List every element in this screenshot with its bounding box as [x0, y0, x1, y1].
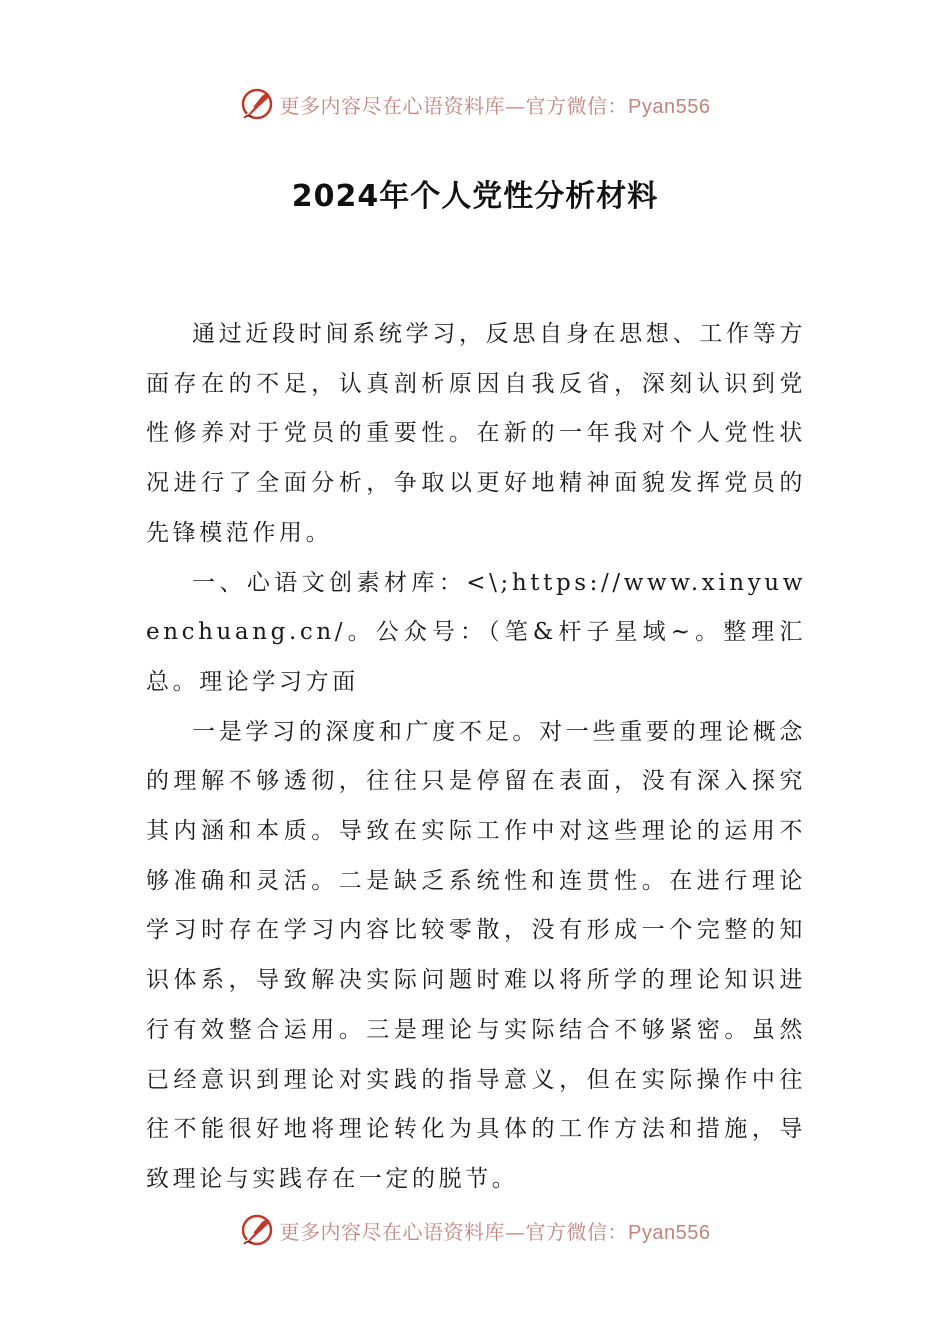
quill-pen-logo-icon — [240, 87, 274, 121]
header-banner-text — [280, 90, 711, 119]
footer-banner-text — [280, 1216, 711, 1245]
quill-pen-logo-icon — [240, 1213, 274, 1247]
body-paragraph-intro: 通过近段时间系统学习，反思自身在思想、工作等方面存在的不足，认真剖析原因自我反省，深刻认识到党性修养对于党员的重要性。在新的一年我对个人党性状况进行了全面分析，争取以更好地精神面貌发挥党员的先锋模范作用。 — [146, 321, 806, 546]
footer-banner-label: 更多内容尽在心语资料库—官方微信： — [279, 1219, 629, 1244]
document-body — [146, 310, 806, 1205]
body-paragraph-theory-study: 一是学习的深度和广度不足。对一些重要的理论概念的理解不够透彻，往往只是停留在表面，没有深入探究其内涵和本质。导致在实际工作中对这些理论的运用不够准确和灵活。二是缺乏系统性和连贯性。在进行理论学习时存在学习内容比较零散，没有形成一个完整的知识体系，导致解决实际问题时难以将所学的理论知识进行有效整合运用。三是理论与实际结合不够紧密。虽然已经意识到理论对实践的指导意义，但在实际操作中往往不能很好地将理论转化为具体的工作方法和措施，导致理论与实践存在一定的脱节。 — [146, 718, 806, 1192]
footer-wechat-id: Pyan556 — [628, 1221, 711, 1244]
header-watermark-banner — [0, 84, 950, 124]
header-banner-label: 更多内容尽在心语资料库—官方微信： — [279, 93, 629, 118]
footer-watermark-banner — [0, 1210, 950, 1250]
header-wechat-id: Pyan556 — [628, 95, 711, 118]
document-title: 2024年个人党性分析材料 — [291, 179, 659, 214]
body-paragraph-section-heading: 一、心语文创素材库：<\;https://www.xinyuwenchuang.cn/。公众号：（笔&杆子星域~。整理汇总。理论学习方面 — [146, 569, 806, 695]
